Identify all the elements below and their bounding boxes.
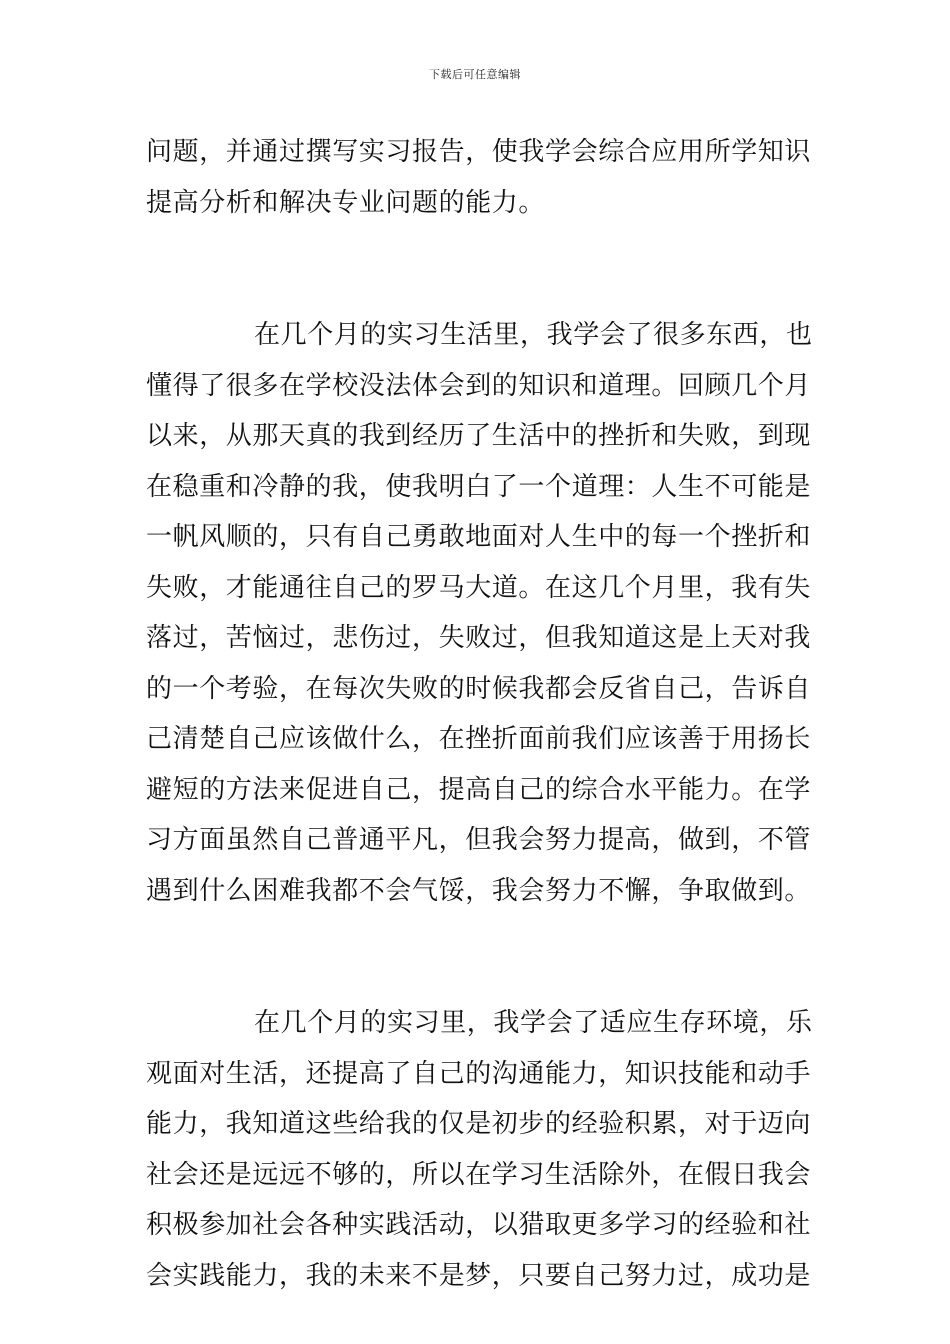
text-line: 的一个考验，在每次失败的时候我都会反省自己，告诉自 [146,673,812,704]
paragraph-2 [146,310,813,916]
text-line: 在稳重和冷静的我，使我明白了一个道理：人生不可能是 [146,471,812,502]
text-line: 在几个月的实习里，我学会了适应生存环境，乐 [254,1008,813,1038]
paragraph-gap [146,916,808,998]
text-line: 落过，苦恼过，悲伤过，失败过，但我知道这是上天对我 [146,623,812,653]
text-line: 社会还是远远不够的，所以在学习生活除外，在假日我会 [146,1159,812,1190]
page-header: 下载后可任意编辑 [429,68,521,81]
text-line: 一帆风顺的，只有自己勇敢地面对人生中的每一个挫折和 [146,522,812,552]
paragraph-3 [146,998,813,1301]
text-line: 能力，我知道这些给我的仅是初步的经验积累，对于迈向 [146,1109,812,1139]
document-body [146,127,813,1301]
text-line: 失败，才能通往自己的罗马大道。在这几个月里，我有失 [146,572,812,603]
text-line: 习方面虽然自己普通平凡，但我会努力提高，做到，不管 [146,825,812,855]
text-line: 遇到什么困难我都不会气馁，我会努力不懈，争取做到。 [146,875,812,906]
text-line: 问题，并通过撰写实习报告，使我学会综合应用所学知识 [146,137,812,167]
text-line: 己清楚自己应该做什么，在挫折面前我们应该善于用扬长 [146,724,812,754]
text-line: 会实践能力，我的未来不是梦，只要自己努力过，成功是 [146,1260,812,1291]
text-line: 避短的方法来促进自己，提高自己的综合水平能力。在学 [146,774,812,805]
text-line: 积极参加社会各种实践活动，以猎取更多学习的经验和社 [146,1210,812,1240]
text-line: 观面对生活，还提高了自己的沟通能力，知识技能和动手 [146,1058,812,1089]
paragraph-1 [146,127,812,228]
text-line: 在几个月的实习生活里，我学会了很多东西，也 [254,320,813,350]
text-line: 懂得了很多在学校没法体会到的知识和道理。回顾几个月 [146,370,812,401]
text-line: 以来，从那天真的我到经历了生活中的挫折和失败，到现 [146,421,812,451]
text-line: 提高分析和解决专业问题的能力。 [146,187,546,218]
paragraph-gap [146,228,808,310]
